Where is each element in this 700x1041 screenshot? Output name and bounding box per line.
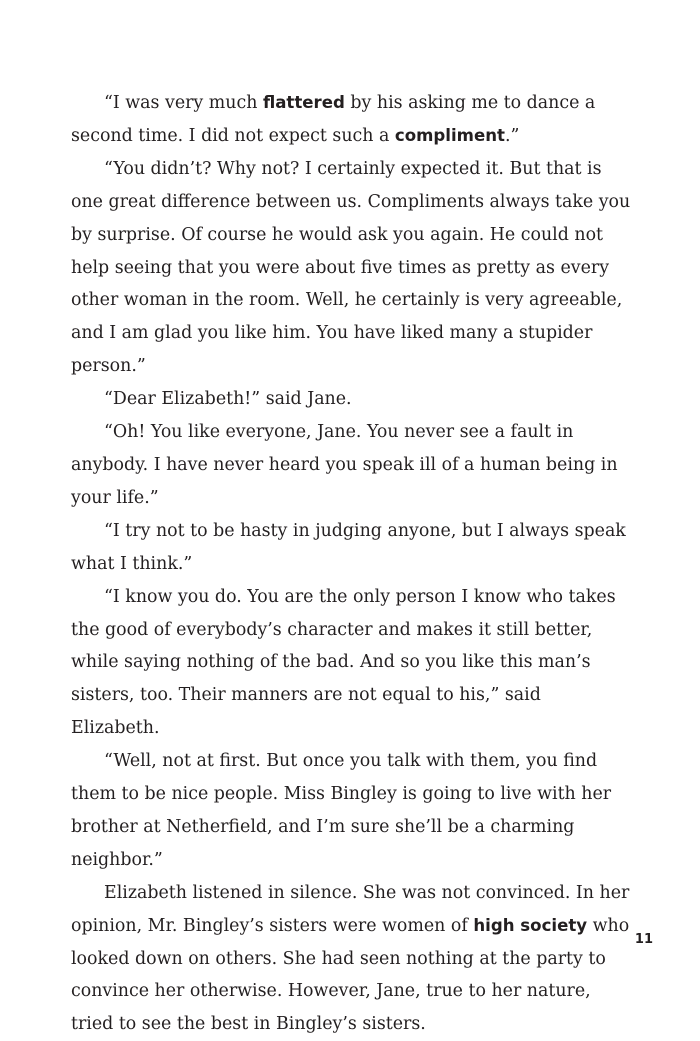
text-segment: “I was very much [104,93,263,113]
text-segment: “You didn’t? Why not? I certainly expected it. But that is one great difference between us. Compliments always take you by surprise. Of course he would ask you again. He could not help seeing that you were about five times as pretty as every other woman in the room. Well, he certainly is very agreeable, and I am glad you like him. You have liked many a stupider person.” [71,158,631,377]
text-segment: “I try not to be hasty in judging anyone, but I always speak what I think.” [71,520,626,574]
text-segment: .” [504,125,520,146]
text-segment: who looked down on others. She had seen nothing at the party to convince her otherwise. However, Jane, true to her nature, tried to see the best in Bingley’s sisters. [71,915,630,1035]
page-number: 11 [634,932,653,947]
text-segment: “Dear Elizabeth!” said Jane. [104,389,352,410]
paragraph [71,383,633,416]
vocabulary-word: high society [473,915,588,935]
vocabulary-word: flattered [262,93,345,112]
text-segment: “I know you do. You are the only person I know who takes the good of everybody’s character and makes it still better, while saying nothing of the bad. And so you like this man’s sisters, too. Their manners are not equal to his,” said Elizabeth. [71,586,616,739]
vocabulary-word: compliment [394,125,505,145]
paragraph [71,416,633,515]
text-segment: “Well, not at first. But once you talk with them, you find them to be nice people. Miss Bingley is going to live with her brother at Netherfield, and I’m sure she’ll be a charming neighbor.” [71,751,612,870]
paragraph [71,87,633,153]
paragraph [71,153,633,383]
page-body-text [71,87,633,1041]
paragraph [71,877,633,1041]
paragraph [71,515,633,581]
paragraph [71,581,633,746]
text-segment: Elizabeth listened in silence. She was not convinced. In her opinion, Mr. Bingley’s sisters were women of [71,882,630,936]
paragraph [71,745,633,877]
text-segment: “Oh! You like everyone, Jane. You never see a fault in anybody. I have never heard you speak ill of a human being in your life.” [71,422,618,508]
text-segment: by his asking me to dance a second time. I did not expect such a [71,93,596,146]
